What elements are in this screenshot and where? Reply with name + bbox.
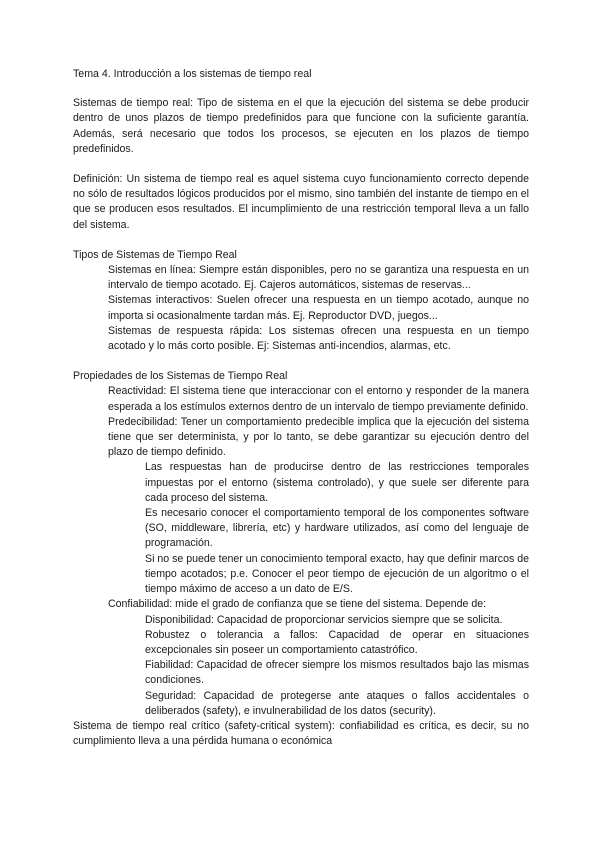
property-confiabilidad: Confiabilidad: mide el grado de confianza que se tiene del sistema. Depende de: — [108, 598, 487, 611]
confiabilidad-item-seguridad: Seguridad: Capacidad de protegerse ante ataques o fallos accidentales o deliberados (safety), e invulnerabilidad de los datos (security). — [145, 689, 529, 717]
intro-paragraph: Sistemas de tiempo real: Tipo de sistema en el que la ejecución del sistema se debe producir dentro de unos plazos de tiempo predefinidos para que funcione con la suficiente garantía. Además, será necesario que todos los procesos, se ejecuten en los plazos de tiempo predefinidos. — [73, 97, 529, 155]
type-item-interactive: Sistemas interactivos: Suelen ofrecer una respuesta en un tiempo acotado, aunque no importa si ocasionalmente tardan más. Ej. Reproductor DVD, juegos... — [108, 294, 529, 322]
type-item-fast-response: Sistemas de respuesta rápida: Los sistemas ofrecen una respuesta en un tiempo acotado y lo más corto posible. Ej: Sistemas anti-incendios, alarmas, etc. — [108, 324, 529, 353]
document-title: Tema 4. Introducción a los sistemas de tiempo real — [73, 68, 312, 80]
properties-section — [73, 369, 529, 719]
confiabilidad-item-fiabilidad: Fiabilidad: Capacidad de ofrecer siempre los mismos resultados bajo las mismas condiciones. — [145, 659, 529, 687]
critical-system-paragraph: Sistema de tiempo real crítico (safety-critical system): confiabilidad es crítica, es decir, su no cumplimiento lleva a una pérdida humana o económica — [73, 719, 529, 748]
property-predecibilidad: Predecibilidad: Tener un comportamiento predecible implica que la ejecución del sistema tiene que ser determinista, y por lo tanto, se debe garantizar su ejecución dentro del plazo de tiempo definido. — [108, 415, 529, 459]
type-item-online: Sistemas en línea: Siempre están disponibles, pero no se garantiza una respuesta en un intervalo de tiempo acotado. Ej. Cajeros automáticos, sistemas de reservas... — [108, 264, 529, 292]
confiabilidad-item-disponibilidad: Disponibilidad: Capacidad de proporcionar servicios siempre que se solicita. — [145, 613, 503, 626]
types-section — [73, 248, 529, 354]
predecibilidad-item-2: Es necesario conocer el comportamiento temporal de los componentes software (SO, middleware, librería, etc) y hardware utilizados, así como del lenguaje de programación. — [145, 507, 529, 550]
property-reactividad: Reactividad: El sistema tiene que interaccionar con el entorno y responder de la manera esperada a los estímulos externos dentro de un intervalo de tiempo previamente definido. — [108, 385, 529, 413]
definition-paragraph: Definición: Un sistema de tiempo real es aquel sistema cuyo funcionamiento correcto depende no sólo de resultados lógicos producidos por el mismo, sino también del instante de tiempo en el que se producen esos resultados. El incumplimiento de una restricción temporal lleva a un fallo del sistema. — [73, 173, 529, 231]
confiabilidad-item-robustez: Robustez o tolerancia a fallos: Capacidad de operar en situaciones excepcionales sin poseer un comportamiento catastrófico. — [145, 628, 529, 656]
predecibilidad-item-1: Las respuestas han de producirse dentro de las restricciones temporales impuestas por el entorno (sistema controlado), y que suele ser diferente para cada proceso del sistema. — [145, 461, 529, 504]
predecibilidad-item-3: Si no se puede tener un conocimiento temporal exacto, hay que definir marcos de tiempo acotados; p.e. Conocer el peor tiempo de ejecución de un algoritmo o el tiempo máximo de acceso a un dato de E/S. — [145, 552, 529, 596]
properties-heading: Propiedades de los Sistemas de Tiempo Real — [73, 370, 288, 383]
types-heading: Tipos de Sistemas de Tiempo Real — [73, 248, 237, 261]
document-page — [73, 67, 529, 749]
